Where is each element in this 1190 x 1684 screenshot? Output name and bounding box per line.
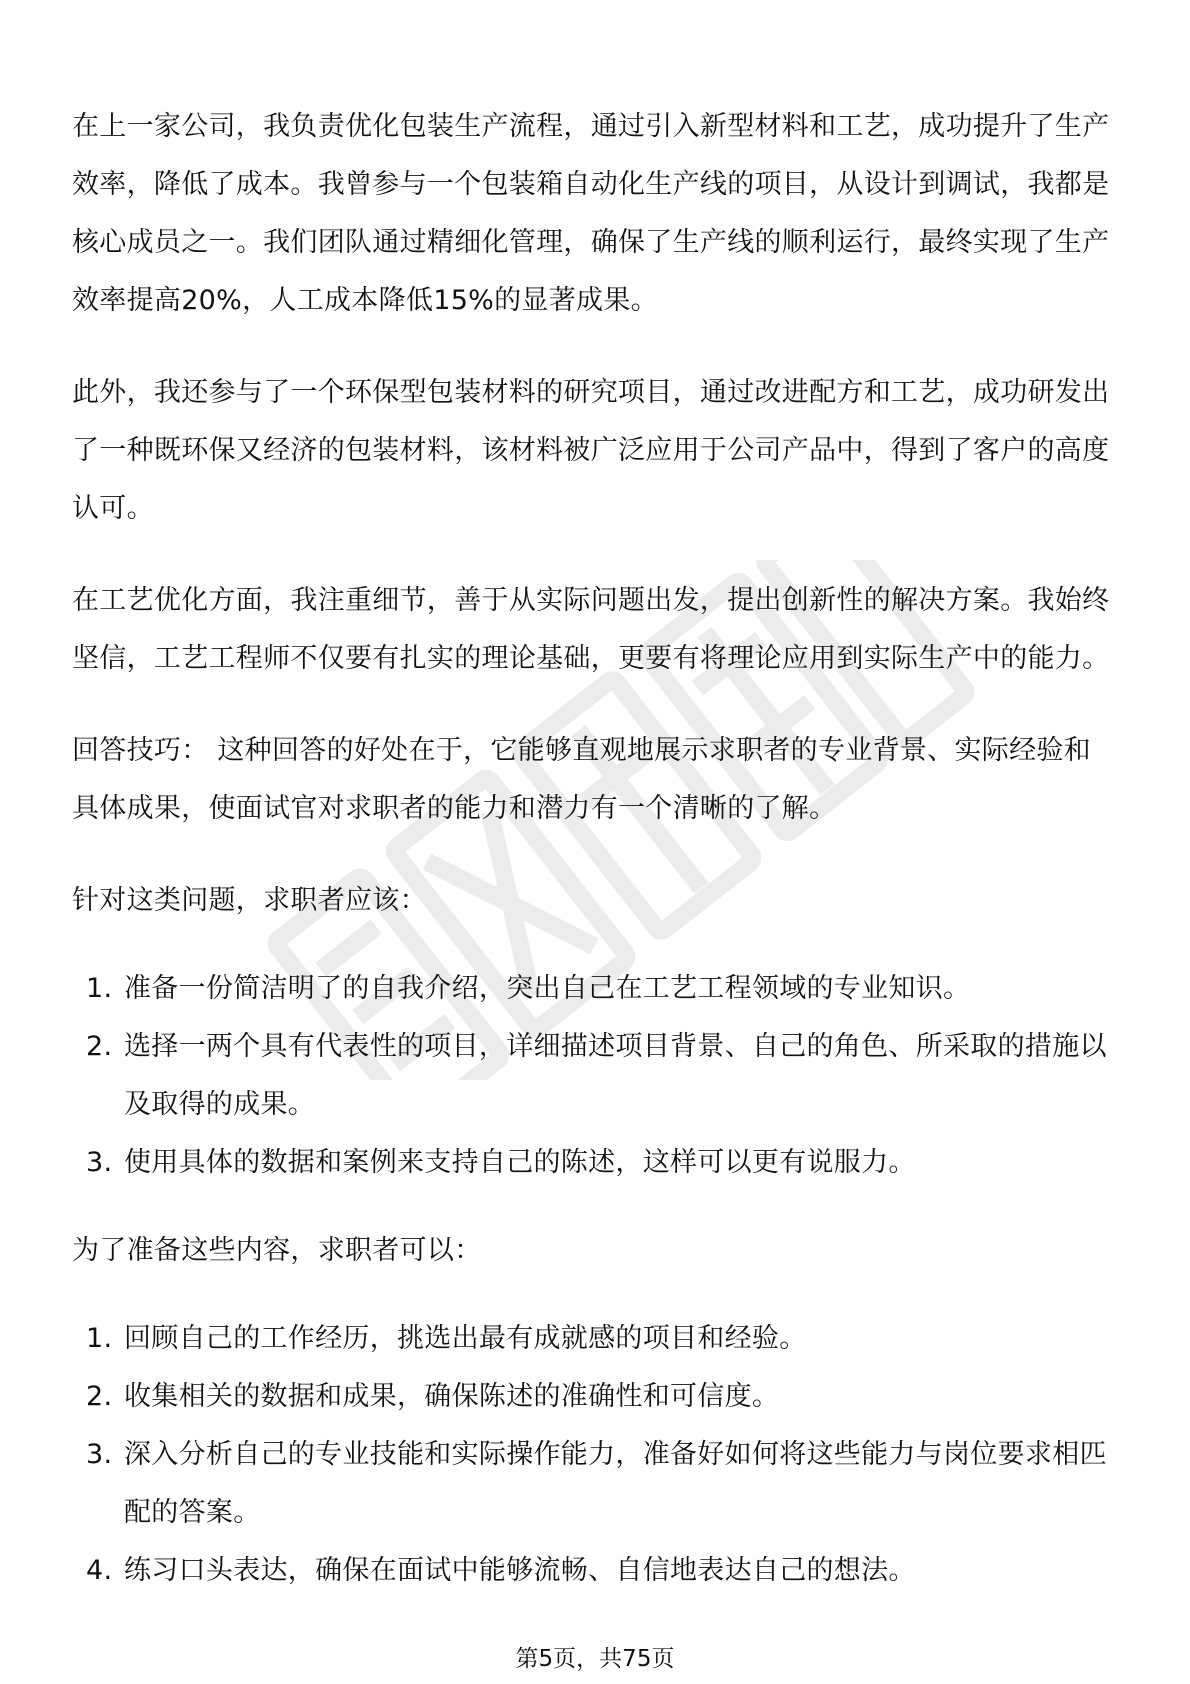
list-should — [72, 960, 1112, 1192]
list-item-text: 选择一两个具有代表性的项目，详细描述项目背景、自己的角色、所采取的措施以及取得的成果。 — [124, 1031, 1107, 1120]
page-number-footer: 第5页，共75页 — [515, 1646, 675, 1672]
paragraph-prepare-intro: 为了准备这些内容，求职者可以： — [72, 1235, 482, 1266]
list-item-text: 使用具体的数据和案例来支持自己的陈述，这样可以更有说服力。 — [124, 1147, 916, 1178]
list-item-number: 4. — [86, 1555, 113, 1586]
list-item — [72, 1542, 1112, 1600]
list-item-number: 3. — [86, 1147, 113, 1178]
list-prepare — [72, 1310, 1112, 1600]
paragraph-answer-tips: 回答技巧： 这种回答的好处在于，它能够直观地展示求职者的专业背景、实际经验和具体成果，使面试官对求职者的能力和潜力有一个清晰的了解。 — [72, 735, 1091, 824]
paragraph-research: 此外，我还参与了一个环保型包装材料的研究项目，通过改进配方和工艺，成功研发出了一种既环保又经济的包装材料，该材料被广泛应用于公司产品中，得到了客户的高度认可。 — [72, 377, 1110, 524]
list-item — [72, 1368, 1112, 1426]
list-item-number: 2. — [86, 1381, 113, 1412]
paragraph-experience: 在上一家公司，我负责优化包装生产流程，通过引入新型材料和工艺，成功提升了生产效率，降低了成本。我曾参与一个包装箱自动化生产线的项目，从设计到调试，我都是核心成员之一。我们团队通过精细化管理，确保了生产线的顺利运行，最终实现了生产效率提高20%，人工成本降低15%的显著成果。 — [72, 111, 1110, 316]
paragraph-should-intro: 针对这类问题，求职者应该： — [72, 885, 427, 916]
list-item-text: 准备一份简洁明了的自我介绍，突出自己在工艺工程领域的专业知识。 — [124, 973, 971, 1004]
list-item-number: 3. — [86, 1439, 113, 1470]
main-content — [72, 98, 1112, 1630]
list-item-text: 回顾自己的工作经历，挑选出最有成就感的项目和经验。 — [124, 1323, 807, 1354]
paragraph-optimization: 在工艺优化方面，我注重细节，善于从实际问题出发，提出创新性的解决方案。我始终坚信，工艺工程师不仅要有扎实的理论基础，更要有将理论应用到实际生产中的能力。 — [72, 585, 1110, 674]
list-item — [72, 1310, 1112, 1368]
list-item-text: 练习口头表达，确保在面试中能够流畅、自信地表达自己的想法。 — [124, 1555, 916, 1586]
list-item-text: 深入分析自己的专业技能和实际操作能力，准备好如何将这些能力与岗位要求相匹配的答案。 — [124, 1439, 1107, 1528]
list-item-number: 2. — [86, 1031, 113, 1062]
list-item — [72, 960, 1112, 1018]
list-item — [72, 1134, 1112, 1192]
list-item — [72, 1426, 1112, 1542]
list-item-text: 收集相关的数据和成果，确保陈述的准确性和可信度。 — [124, 1381, 780, 1412]
list-item-number: 1. — [86, 1323, 113, 1354]
list-item — [72, 1018, 1112, 1134]
list-item-number: 1. — [86, 973, 113, 1004]
